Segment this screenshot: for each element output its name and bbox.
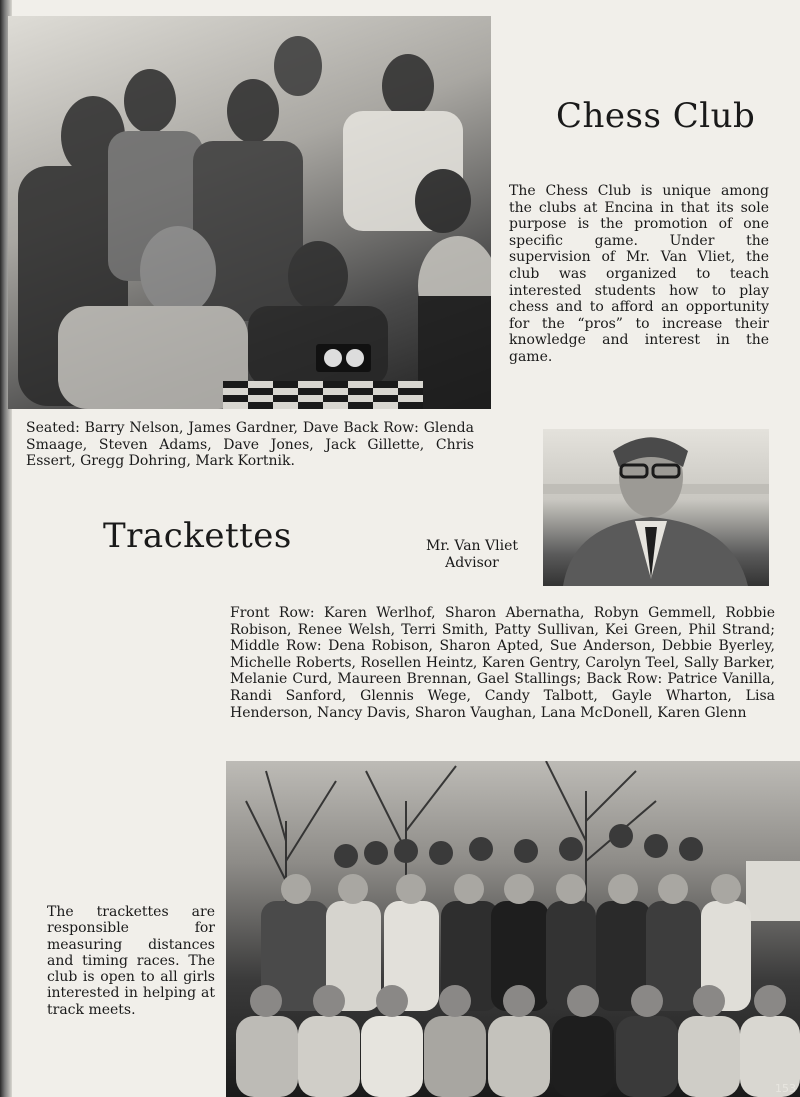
chess-club-photo (8, 16, 491, 409)
chess-club-title: Chess Club (556, 96, 756, 136)
advisor-role: Advisor (445, 555, 499, 571)
trackettes-photo-figures (226, 761, 800, 1097)
trackettes-description: The trackettes are responsible for measuring distances and timing races. The club is open to all girls interested in helping at track meets. (47, 904, 215, 1018)
advisor-name: Mr. Van Vliet (425, 538, 518, 554)
trackettes-title: Trackettes (103, 516, 292, 556)
chess-club-description: The Chess Club is unique among the clubs at Encina in that its sole purpose is the promotion of one specific game. Under the supervision of Mr. Van Vliet, the club was organized to teach interested students how to play chess and to afford an opportunity for the “pros” to increase their knowledge and interest in the game. (509, 183, 769, 365)
advisor-caption (408, 538, 536, 572)
advisor-portrait-photo (543, 429, 769, 586)
trackettes-photo (226, 761, 800, 1097)
page-number: 153 (775, 1082, 796, 1095)
advisor-figure (543, 429, 769, 586)
trackettes-photo-caption: Front Row: Karen Werlhof, Sharon Abernatha, Robyn Gemmell, Robbie Robison, Renee Welsh, Terri Smith, Patty Sullivan, Kei Green, Phil Strand; Middle Row: Dena Robison, Sharon Apted, Sue Anderson, Debbie Byerley, Michelle Roberts, Rosellen Heintz, Karen Gentry, Carolyn Teel, Sally Barker, Melanie Curd, Maureen Brennan, Gael Stallings; Back Row: Patrice Vanilla, Randi Sanford, Glennis Wege, Candy Talbott, Gayle Wharton, Lisa Henderson, Nancy Davis, Sharon Vaughan, Lana McDonell, Karen Glenn (230, 605, 775, 721)
chess-club-photo-figures (8, 16, 491, 409)
chess-club-photo-caption: Seated: Barry Nelson, James Gardner, Dave Back Row: Glenda Smaage, Steven Adams, Dave Jones, Jack Gillette, Chris Essert, Gregg Dohring, Mark Kortnik. (26, 420, 474, 470)
